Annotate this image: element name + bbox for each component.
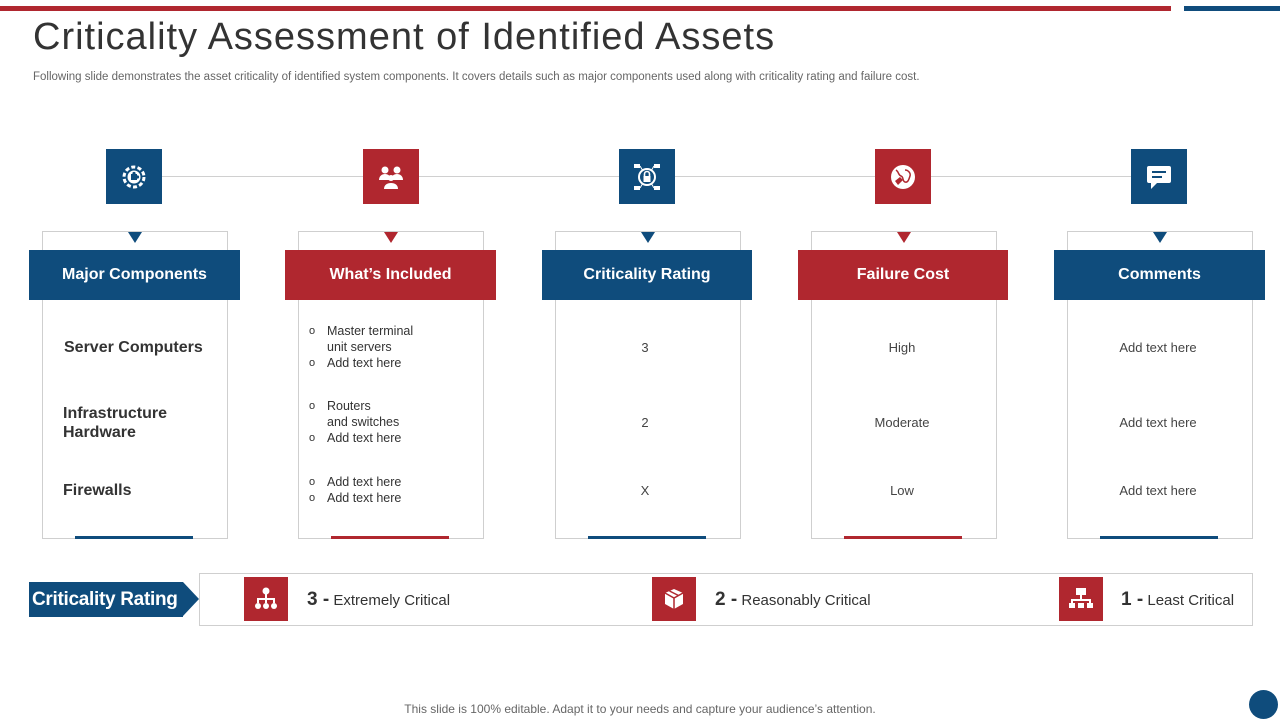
legend-item-extremely-critical: 3 - Extremely Critical (307, 589, 451, 610)
list-item: o Master terminal (307, 323, 413, 339)
comment-text: Add text here (1119, 340, 1197, 355)
list-item-continuation: and switches (327, 415, 400, 429)
comment-text: Add text here (1119, 483, 1197, 498)
top-accent-bar-red (0, 6, 1171, 11)
header-criticality-rating: Criticality Rating (542, 250, 752, 300)
page-subtitle: Following slide demonstrates the asset criticality of identified system components. It covers details such as major components used along with criticality rating and failure cost. (33, 71, 920, 83)
header-major-components: Major Components (29, 250, 240, 300)
column-notch (897, 232, 911, 243)
rating-value: X (640, 483, 650, 498)
included-list (307, 323, 413, 371)
list-item: o Add text here (307, 474, 401, 490)
column-bottom-accent (588, 536, 706, 539)
corner-dot (1249, 690, 1278, 719)
legend-item-reasonably-critical: 2 - Reasonably Critical (715, 589, 871, 610)
component-name: Firewalls (63, 482, 132, 499)
list-item: o Add text here (307, 490, 401, 506)
column-bottom-accent (844, 536, 962, 539)
cost-value: Low (890, 483, 914, 498)
component-name: Server Computers (64, 339, 203, 356)
included-list (307, 474, 401, 506)
globe-hand-icon (875, 149, 931, 204)
network-icon (1059, 577, 1103, 621)
component-name: Infrastructure Hardware (63, 405, 168, 441)
hierarchy-icon (244, 577, 288, 621)
column-bottom-accent (75, 536, 193, 539)
column-notch (384, 232, 398, 243)
footer-note: This slide is 100% editable. Adapt it to your needs and capture your audience’s attention. (404, 702, 876, 716)
list-item: o Add text here (307, 430, 401, 446)
top-accent-bar-blue (1184, 6, 1280, 11)
team-icon (363, 149, 419, 204)
column-notch (128, 232, 142, 243)
included-list (307, 398, 401, 446)
rating-value: 2 (641, 415, 649, 430)
page-title: Criticality Assessment of Identified Assets (33, 16, 776, 58)
list-item: o Add text here (307, 355, 413, 371)
column-notch (641, 232, 655, 243)
legend-item-least-critical: 1 - Least Critical (1121, 589, 1235, 610)
header-comments: Comments (1054, 250, 1265, 300)
list-item-continuation: unit servers (327, 340, 392, 354)
cost-value: High (888, 340, 916, 355)
chat-bubble-icon (1131, 149, 1187, 204)
legend-label-arrow (183, 582, 199, 616)
comment-text: Add text here (1119, 415, 1197, 430)
rating-value: 3 (641, 340, 649, 355)
column-bottom-accent (1100, 536, 1218, 539)
header-failure-cost: Failure Cost (798, 250, 1008, 300)
cost-value: Moderate (874, 415, 930, 430)
box-icon (652, 577, 696, 621)
puzzle-gear-icon (106, 149, 162, 204)
header-whats-included: What’s Included (285, 250, 496, 300)
legend-label: Criticality Rating (29, 582, 183, 617)
column-bottom-accent (331, 536, 449, 539)
security-lock-icon (619, 149, 675, 204)
column-notch (1153, 232, 1167, 243)
list-item: o Routers (307, 398, 401, 414)
